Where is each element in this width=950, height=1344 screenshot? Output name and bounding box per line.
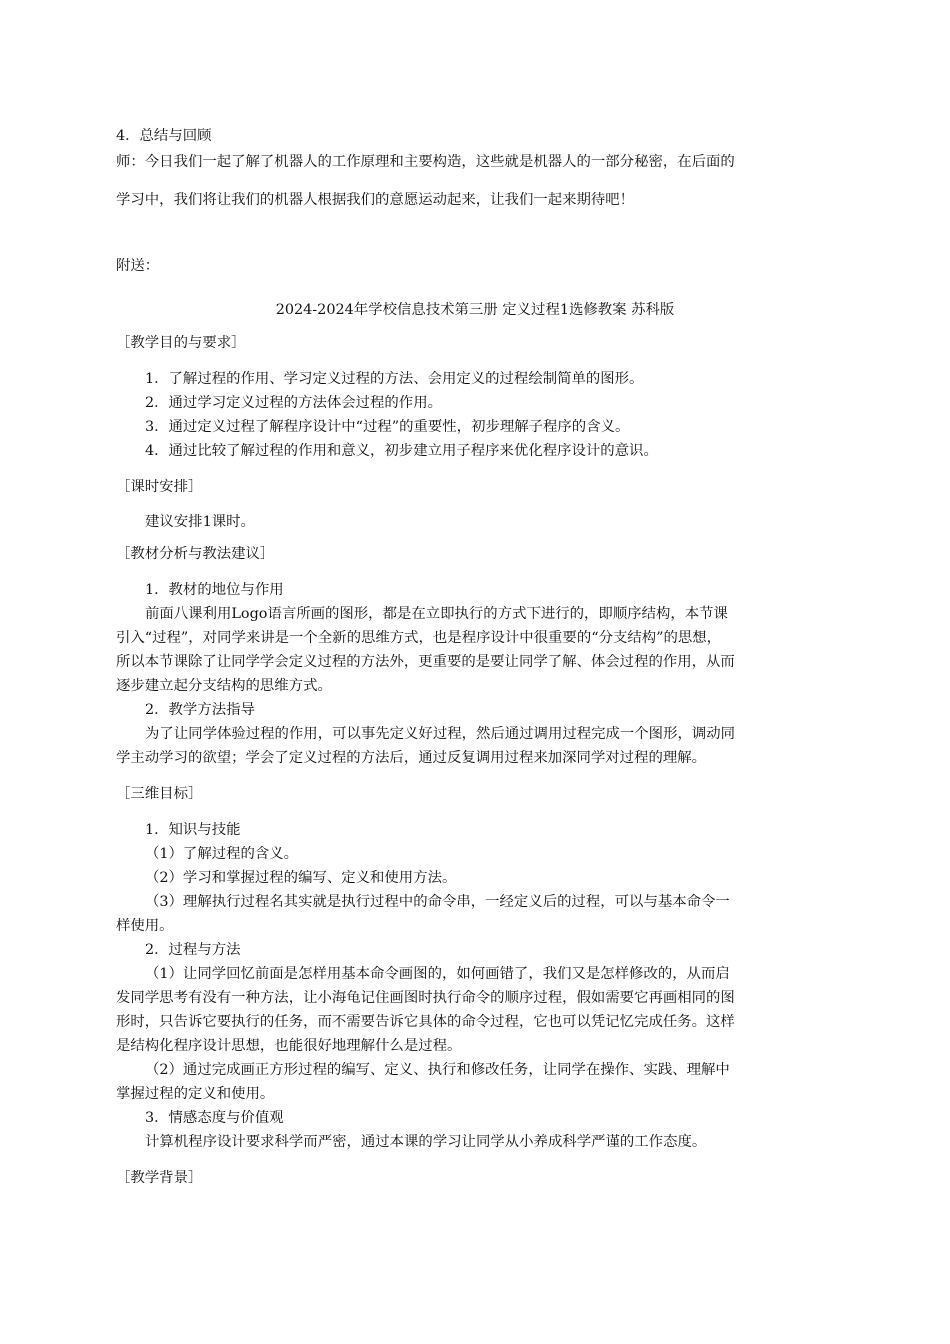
document-title: 2024-2024年学校信息技术第三册 定义过程1选修教案 苏科版 <box>275 302 675 318</box>
document-page: 4．总结与回顾 师：今日我们一起了解了机器人的工作原理和主要构造，这些就是机器人的一部分秘密，在后面的 学习中，我们将让我们的机器人根据我们的意愿运动起来，让我们一起来期待吧！ 附送： 2024-2024年学校信息技术第三册 定义过程1选修教案 苏科版 ［教学目的与要求］ 1．了解过程的作用、学习定义过程的方法、会用定义的过程绘制简单的图形。 2．通过学习定义过程的方法体会过程的作用。 3．通过定义过程了解程序设计中“过程”的重要性，初步理解子程序的含义。 4．通过比较了解过程的作用和意义，初步建立用子程序来优化程序设计的意识。 ［课时安排］ 建议安排1课时。 ［教材分析与教法建议］ 1．教材的地位与作用 前面八课利用Logo语言所画的图形，都是在立即执行的方式下进行的，即顺序结构，本节课 引入“过程”，对同学来讲是一个全新的思维方式，也是程序设计中很重要的“分支结构”的思想， 所以本节课除了让同学学会定义过程的方法外，更重要的是要让同学了解、体会过程的作用，从而 逐步建立起分支结构的思维方式。 2．教学方法指导 为了让同学体验过程的作用，可以事先定义好过程，然后通过调用过程完成一个图形，调动同 学主动学习的欲望；学会了定义过程的方法后，通过反复调用过程来加深同学对过程的理解。 ［三维目标］ 1．知识与技能 （1）了解过程的含义。 （2）学习和掌握过程的编写、定义和使用方法。 （3）理解执行过程名其实就是执行过程中的命令串，一经定义后的过程，可以与基本命令一 样使用。 2．过程与方法 （1）让同学回忆前面是怎样用基本命令画图的，如何画错了，我们又是怎样修改的，从而启 发同学思考有没有一种方法，让小海龟记住画图时执行命令的顺序过程，假如需要它再画相同的图 形时，只告诉它要执行的任务，而不需要告诉它具体的命令过程，它也可以凭记忆完成任务。这样 是结构化程序设计思想，也能很好地理解什么是过程。 （2）通过完成画正方形过程的编写、定义、执行和修改任务，让同学在操作、实践、理解中 掌握过程的定义和使用。 3．情感态度与价值观 计算机程序设计要求科学而严密，通过本课的学习让同学从小养成科学严谨的工作态度。 ［教学背景］ <box>0 0 950 1344</box>
